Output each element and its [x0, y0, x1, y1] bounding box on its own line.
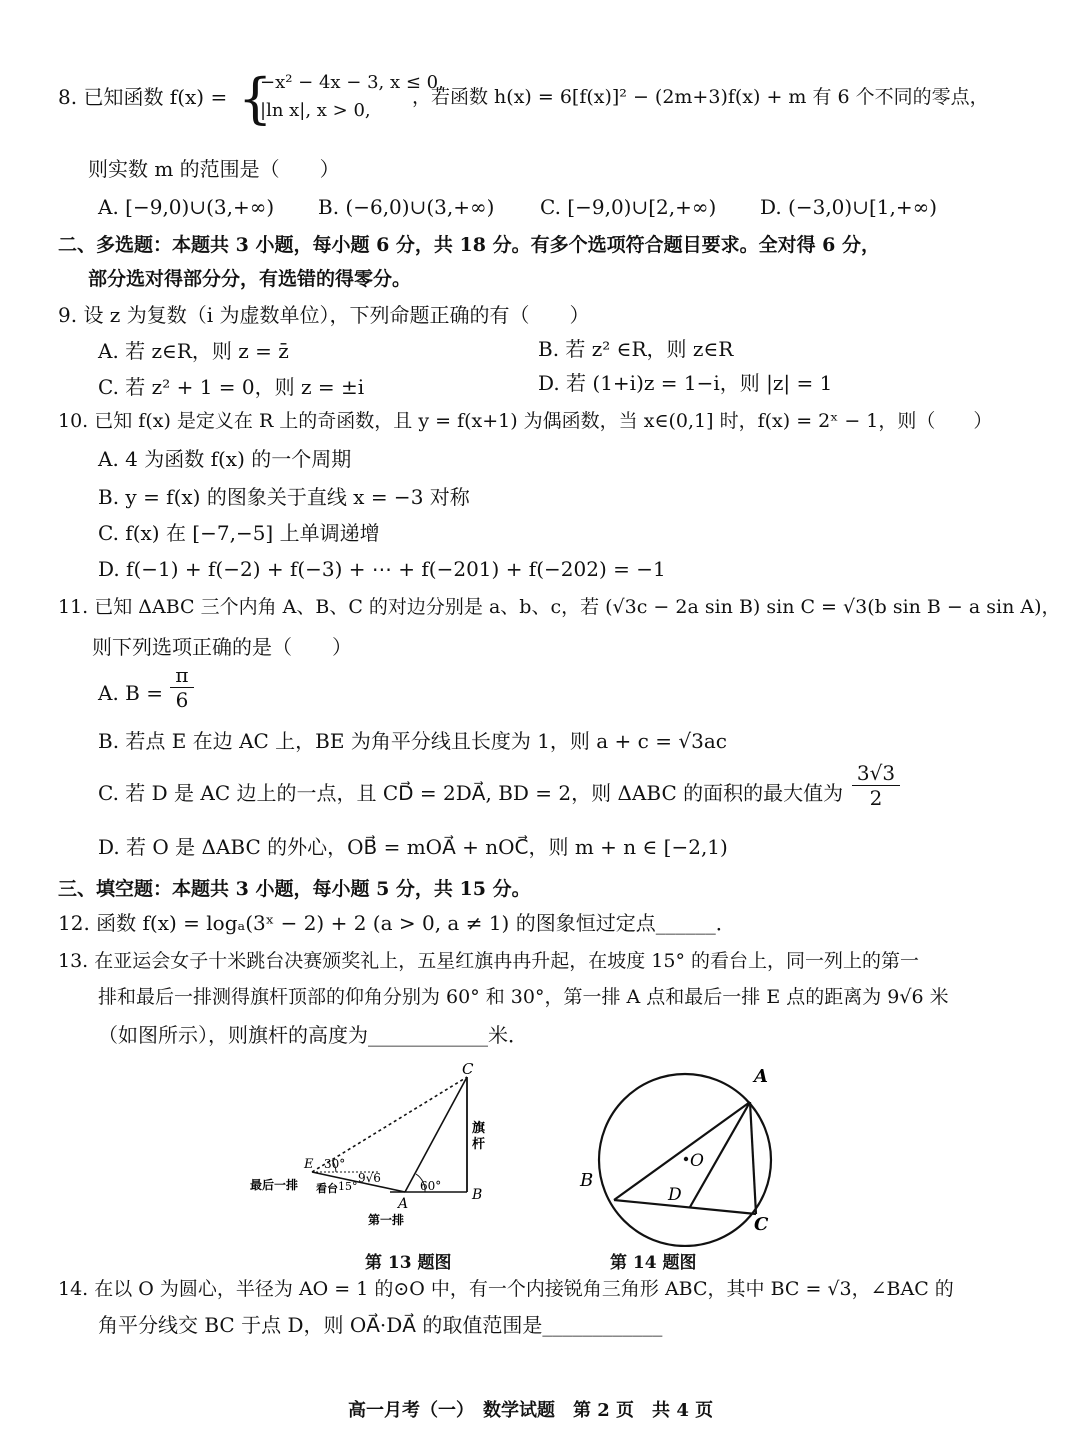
- sight-line-ac: [405, 1077, 467, 1192]
- q10-stem: 10. 已知 f(x) 是定义在 R 上的奇函数，且 y = f(x+1) 为偶函数，当 x∈(0,1] 时，f(x) = 2ˣ − 1，则（ ）: [58, 410, 993, 432]
- q8-line2: 则实数 m 的范围是（ ）: [88, 157, 340, 181]
- q13-line1: 13. 在亚运会女子十米跳台决赛颁奖礼上，五星红旗冉冉升起，在坡度 15° 的看台上，同一列上的第一: [58, 950, 920, 972]
- figure-14: [570, 1062, 800, 1247]
- fig14-label-d: D: [668, 1185, 682, 1205]
- fig13-angle15: 15°: [338, 1180, 358, 1193]
- q11-c-denominator: 2: [869, 786, 883, 810]
- q8-option-b: B. (−6,0)∪(3,+∞): [318, 195, 495, 219]
- fig13-label-a: A: [398, 1196, 409, 1212]
- q13-line3: （如图所示），则旗杆的高度为____________米．: [98, 1023, 528, 1047]
- q8-tail: ，若函数 h(x) = 6[f(x)]² − (2m+3)f(x) + m 有 6 个不同的零点，: [412, 86, 989, 108]
- fig13-dist: 9√6: [358, 1171, 381, 1185]
- fig13-label-b: B: [472, 1187, 483, 1203]
- fig13-first-row: 第一排: [368, 1213, 405, 1227]
- q10-option-a: A. 4 为函数 f(x) 的一个周期: [98, 447, 352, 471]
- fig14-label-b: B: [580, 1170, 594, 1191]
- figure-13: [240, 1062, 520, 1237]
- q10-option-d: D. f(−1) + f(−2) + f(−3) + ⋯ + f(−201) + f(−202) = −1: [98, 557, 666, 581]
- q12-text: 12. 函数 f(x) = logₐ(3ˣ − 2) + 2 (a > 0, a ≠ 1) 的图象恒过定点______．: [58, 911, 736, 935]
- q11-option-c: C. 若 D 是 AC 边上的一点，且 CD⃗ = 2DA⃗, BD = 2，则 ΔABC 的面积的最大值为: [98, 781, 844, 805]
- fig13-label-c: C: [462, 1062, 474, 1078]
- q13-line2: 排和最后一排测得旗杆顶部的仰角分别为 60° 和 30°，第一排 A 点和最后一排 E 点的距离为 9√6 米: [98, 986, 949, 1008]
- q11-stem: 11. 已知 ΔABC 三个内角 A、B、C 的对边分别是 a、b、c，若 (√3c − 2a sin B) sin C = √3(b sin B − a sin A)，: [58, 596, 1061, 618]
- q8-brace: {: [238, 67, 273, 130]
- page-footer: 高一月考（一） 数学试题 第 2 页 共 4 页: [348, 1400, 714, 1421]
- fig13-flagpole-label-1: 旗: [472, 1121, 486, 1136]
- q8-piece1: −x² − 4x − 3, x ≤ 0,: [260, 72, 444, 93]
- q11-c-numerator: 3√3: [856, 761, 896, 785]
- q11-a-numerator: π: [175, 663, 189, 687]
- fig14-caption: 第 14 题图: [610, 1253, 697, 1273]
- center-o-dot: [684, 1157, 688, 1161]
- fig13-label-e: E: [304, 1157, 314, 1172]
- fig13-last-row: 最后一排: [250, 1178, 299, 1192]
- q14-line2: 角平分线交 BC 于点 D，则 OA⃗·DA⃗ 的取值范围是____________: [98, 1313, 663, 1337]
- fig13-stand: 看台: [316, 1182, 338, 1195]
- q8-option-c: C. [−9,0)∪[2,+∞): [540, 195, 717, 219]
- fig13-angle30: 30°: [324, 1157, 346, 1171]
- q11-option-c-fraction: [852, 762, 900, 809]
- q10-option-c: C. f(x) 在 [−7,−5] 上单调递增: [98, 521, 380, 545]
- fig14-label-c: C: [754, 1214, 769, 1235]
- q11-a-denominator: 6: [175, 688, 189, 712]
- q9-stem: 9. 设 z 为复数（i 为虚数单位），下列命题正确的有（ ）: [58, 303, 590, 327]
- section2-heading-line2: 部分选对得部分分，有选错的得零分。: [88, 268, 412, 290]
- q8-piece2: |ln x|, x > 0,: [260, 100, 371, 121]
- q9-option-c: C. 若 z² + 1 = 0，则 z = ±i: [98, 375, 365, 399]
- q9-option-a: A. 若 z∈R，则 z = z̄: [98, 339, 289, 363]
- segment-bc: [614, 1200, 756, 1214]
- fig14-label-o: O: [690, 1151, 704, 1171]
- q8-lead: 8. 已知函数 f(x) =: [58, 85, 228, 109]
- q9-option-d: D. 若 (1+i)z = 1−i，则 |z| = 1: [538, 371, 833, 395]
- q10-option-b: B. y = f(x) 的图象关于直线 x = −3 对称: [98, 485, 470, 509]
- q8-option-a: A. [−9,0)∪(3,+∞): [98, 195, 275, 219]
- q11-option-a: A. B =: [98, 681, 163, 705]
- segment-ab: [614, 1102, 750, 1200]
- fig13-flagpole-label-2: 杆: [472, 1137, 486, 1152]
- fig14-label-a: A: [754, 1066, 768, 1087]
- q14-line1: 14. 在以 O 为圆心，半径为 AO = 1 的⊙O 中，有一个内接锐角三角形 ABC，其中 BC = √3，∠BAC 的: [58, 1278, 954, 1300]
- q8-option-d: D. (−3,0)∪[1,+∞): [760, 195, 938, 219]
- q11-option-d: D. 若 O 是 ΔABC 的外心，OB⃗ = mOA⃗ + nOC⃗，则 m + n ∈ [−2,1): [98, 835, 728, 859]
- q9-option-b: B. 若 z² ∈R，则 z∈R: [538, 337, 734, 361]
- section2-heading: 二、多选题：本题共 3 小题，每小题 6 分，共 18 分。有多个选项符合题目要求。全对得 6 分，: [58, 234, 881, 256]
- fig13-caption: 第 13 题图: [365, 1253, 452, 1273]
- fig13-angle60: 60°: [420, 1179, 442, 1193]
- q11-option-b: B. 若点 E 在边 AC 上，BE 为角平分线且长度为 1，则 a + c = √3ac: [98, 729, 727, 753]
- section3-heading: 三、填空题：本题共 3 小题，每小题 5 分，共 15 分。: [58, 878, 531, 900]
- segment-ac: [750, 1102, 756, 1214]
- q11-stem2: 则下列选项正确的是（ ）: [92, 635, 352, 659]
- q11-option-a-fraction: [170, 664, 194, 711]
